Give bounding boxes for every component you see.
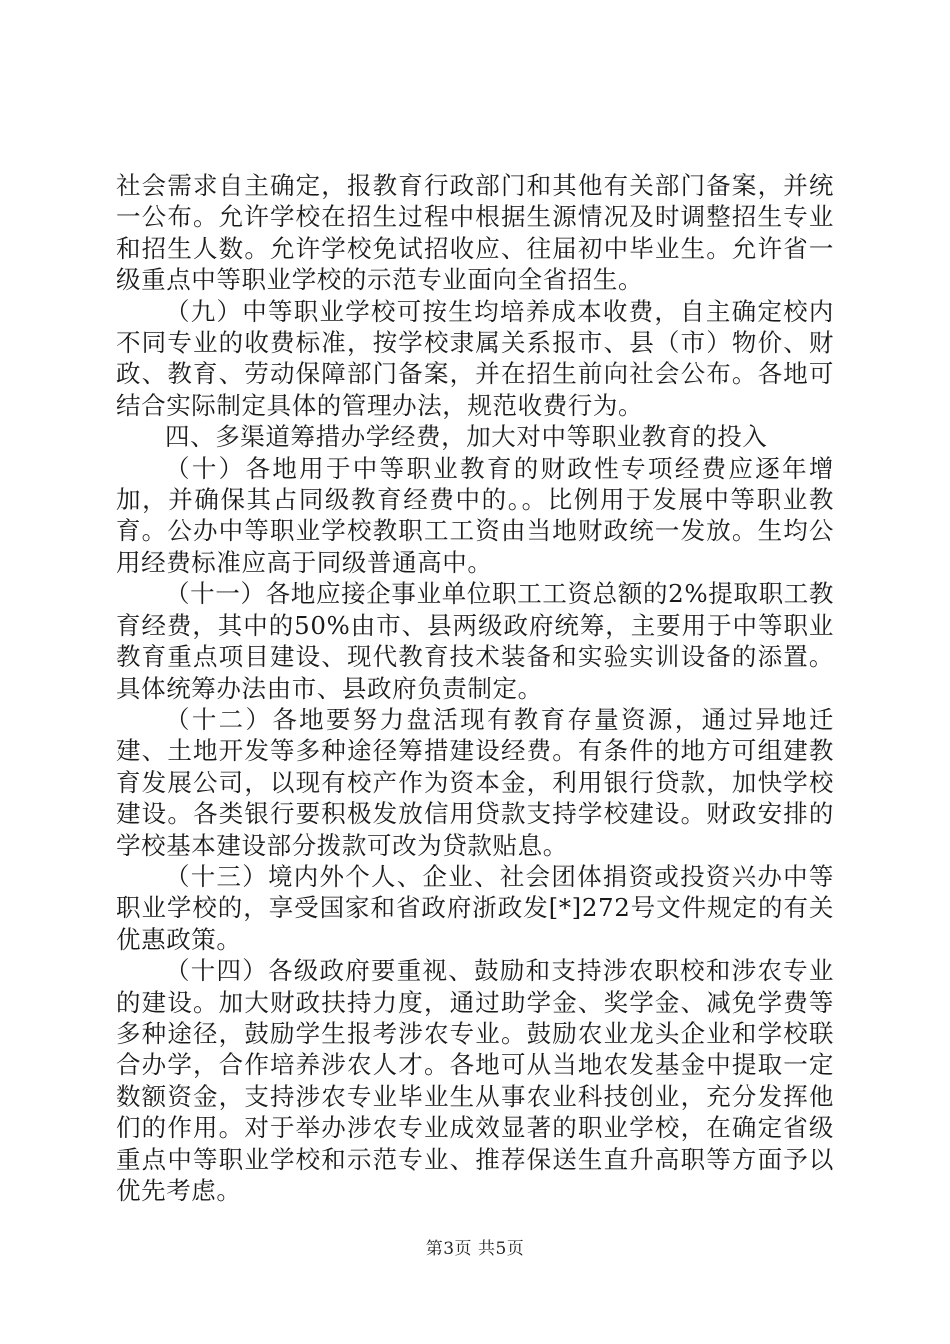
paragraph: （十）各地用于中等职业教育的财政性专项经费应逐年增加，并确保其占同级教育经费中的。。比例用于发展中等职业教育。公办中等职业学校教职工工资由当地财政统一发放。生均公用经费标准应高于同级普通高中。 [116,453,834,577]
document-body [116,170,834,1206]
paragraph: 四、多渠道筹措办学经费，加大对中等职业教育的投入 [165,422,768,452]
paragraph: （十三）境内外个人、企业、社会团体捐资或投资兴办中等职业学校的，享受国家和省政府浙政发[*]272号文件规定的有关优惠政策。 [116,861,834,954]
paragraph: （十二）各地要努力盘活现有教育存量资源，通过异地迁建、土地开发等多种途径筹措建设经费。有条件的地方可组建教育发展公司，以现有校产作为资本金，利用银行贷款，加快学校建设。各类银行要积极发放信用贷款支持学校建设。财政安排的学校基本建设部分拨款可改为贷款贴息。 [116,704,834,860]
page-footer: 第3页 共5页 [425,1239,525,1259]
paragraph: （九）中等职业学校可按生均培养成本收费，自主确定校内不同专业的收费标准，按学校隶属关系报市、县（市）物价、财政、教育、劳动保障部门备案，并在招生前向社会公布。各地可结合实际制定具体的管理办法，规范收费行为。 [116,296,834,420]
paragraph: 社会需求自主确定，报教育行政部门和其他有关部门备案，并统一公布。允许学校在招生过程中根据生源情况及时调整招生专业和招生人数。允许学校免试招收应、往届初中毕业生。允许省一级重点中等职业学校的示范专业面向全省招生。 [116,171,834,295]
paragraph: （十一）各地应接企事业单位职工工资总额的2%提取职工教育经费，其中的50%由市、县两级政府统筹，主要用于中等职业教育重点项目建设、现代教育技术装备和实验实训设备的添置。具体统筹办法由市、县政府负责制定。 [116,579,834,703]
paragraph: （十四）各级政府要重视、鼓励和支持涉农职校和涉农专业的建设。加大财政扶持力度，通过助学金、奖学金、减免学费等多种途径，鼓励学生报考涉农专业。鼓励农业龙头企业和学校联合办学，合作培养涉农人才。各地可从当地农发基金中提取一定数额资金，支持涉农专业毕业生从事农业科技创业，充分发挥他们的作用。对于举办涉农专业成效显著的职业学校，在确定省级重点中等职业学校和示范专业、推荐保送生直升高职等方面予以优先考虑。 [116,956,834,1205]
